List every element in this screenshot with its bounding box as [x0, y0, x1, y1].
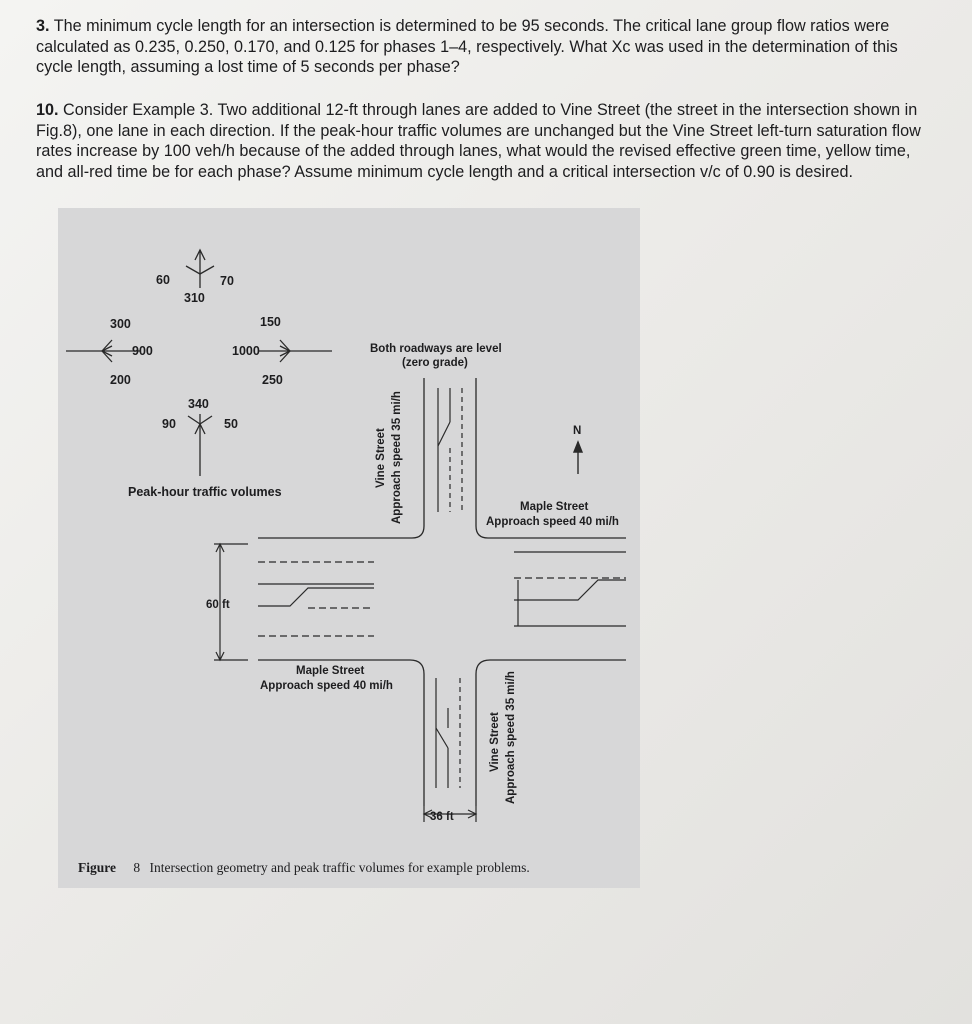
south-right-volume: 50 — [224, 417, 238, 431]
maple-west-bay-taper — [258, 588, 374, 606]
south-left-arrow-icon — [188, 416, 200, 424]
problem-3 — [36, 16, 936, 78]
west-top-volume: 300 — [110, 317, 131, 331]
north-left-arrow-icon — [186, 266, 200, 274]
caption-label: Figure — [78, 860, 116, 875]
vine-north-east-curb — [476, 378, 626, 538]
maple-west-name: Maple Street — [296, 665, 365, 677]
north-right-volume: 70 — [220, 274, 234, 288]
maple-east-speed: Approach speed 40 mi/h — [486, 516, 619, 528]
east-down-arrow-icon — [280, 351, 290, 362]
maple-west-speed: Approach speed 40 mi/h — [260, 680, 393, 692]
figure-caption — [78, 860, 638, 876]
problem-3-text: The minimum cycle length for an intersection is determined to be 95 seconds. The critical lane group flow ratios were calculated as 0.235, 0.250, 0.170, and 0.125 for phases 1–4, respectively. What Xc was used in the determination of this cycle length, assuming a lost time of 5 seconds per phase? — [36, 17, 898, 76]
west-down-arrow-icon — [102, 351, 112, 362]
maple-east-bay-taper — [514, 580, 626, 600]
vine-south-name: Vine Street — [489, 712, 501, 772]
vine-south-bay-taper — [436, 728, 448, 748]
vine-south-speed: Approach speed 35 mi/h — [505, 671, 517, 804]
north-label: N — [573, 425, 582, 437]
north-left-volume: 60 — [156, 273, 170, 287]
north-through-volume: 310 — [184, 291, 205, 305]
problem-10 — [36, 100, 936, 182]
dimension-36ft-label: 36 ft — [430, 811, 454, 823]
east-through-volume: 1000 — [232, 344, 260, 358]
vine-north-speed: Approach speed 35 mi/h — [391, 391, 403, 524]
south-right-arrow-icon — [200, 416, 212, 424]
east-up-arrow-icon — [280, 340, 290, 351]
problem-10-number: 10. — [36, 101, 59, 119]
north-right-arrow-icon — [200, 266, 214, 274]
intersection-diagram — [58, 208, 640, 888]
vine-north-bay-taper — [438, 422, 450, 446]
grade-note-line-1: Both roadways are level — [370, 343, 502, 355]
west-up-arrow-icon — [102, 340, 112, 351]
maple-east-name: Maple Street — [520, 501, 589, 513]
west-through-volume: 900 — [132, 344, 153, 358]
caption-number: 8 — [133, 860, 141, 875]
dimension-60ft-label: 60 ft — [206, 599, 230, 611]
north-arrow-icon — [574, 442, 582, 452]
problem-10-text: Consider Example 3. Two additional 12-ft through lanes are added to Vine Street (the street in the intersection shown in Fig.8), one lane in each direction. If the peak-hour traffic volumes are unchanged but the Vine Street left-turn saturation flow rates increase by 100 veh/h because of the added through lanes, what would the revised effective green time, yellow time, and all-red time be for each phase? Assume minimum cycle length and a critical intersection v/c of 0.90 is desired. — [36, 101, 921, 181]
south-left-volume: 90 — [162, 417, 176, 431]
vine-north-name: Vine Street — [375, 428, 387, 488]
south-through-volume: 340 — [188, 397, 209, 411]
problem-3-number: 3. — [36, 17, 50, 35]
grade-note-line-2: (zero grade) — [402, 357, 468, 369]
intersection-figure — [58, 208, 640, 888]
west-bottom-volume: 200 — [110, 373, 131, 387]
peak-hour-volumes-label: Peak-hour traffic volumes — [128, 485, 282, 499]
east-top-volume: 150 — [260, 315, 281, 329]
caption-text: Intersection geometry and peak traffic volumes for example problems. — [149, 860, 530, 875]
east-bottom-volume: 250 — [262, 373, 283, 387]
